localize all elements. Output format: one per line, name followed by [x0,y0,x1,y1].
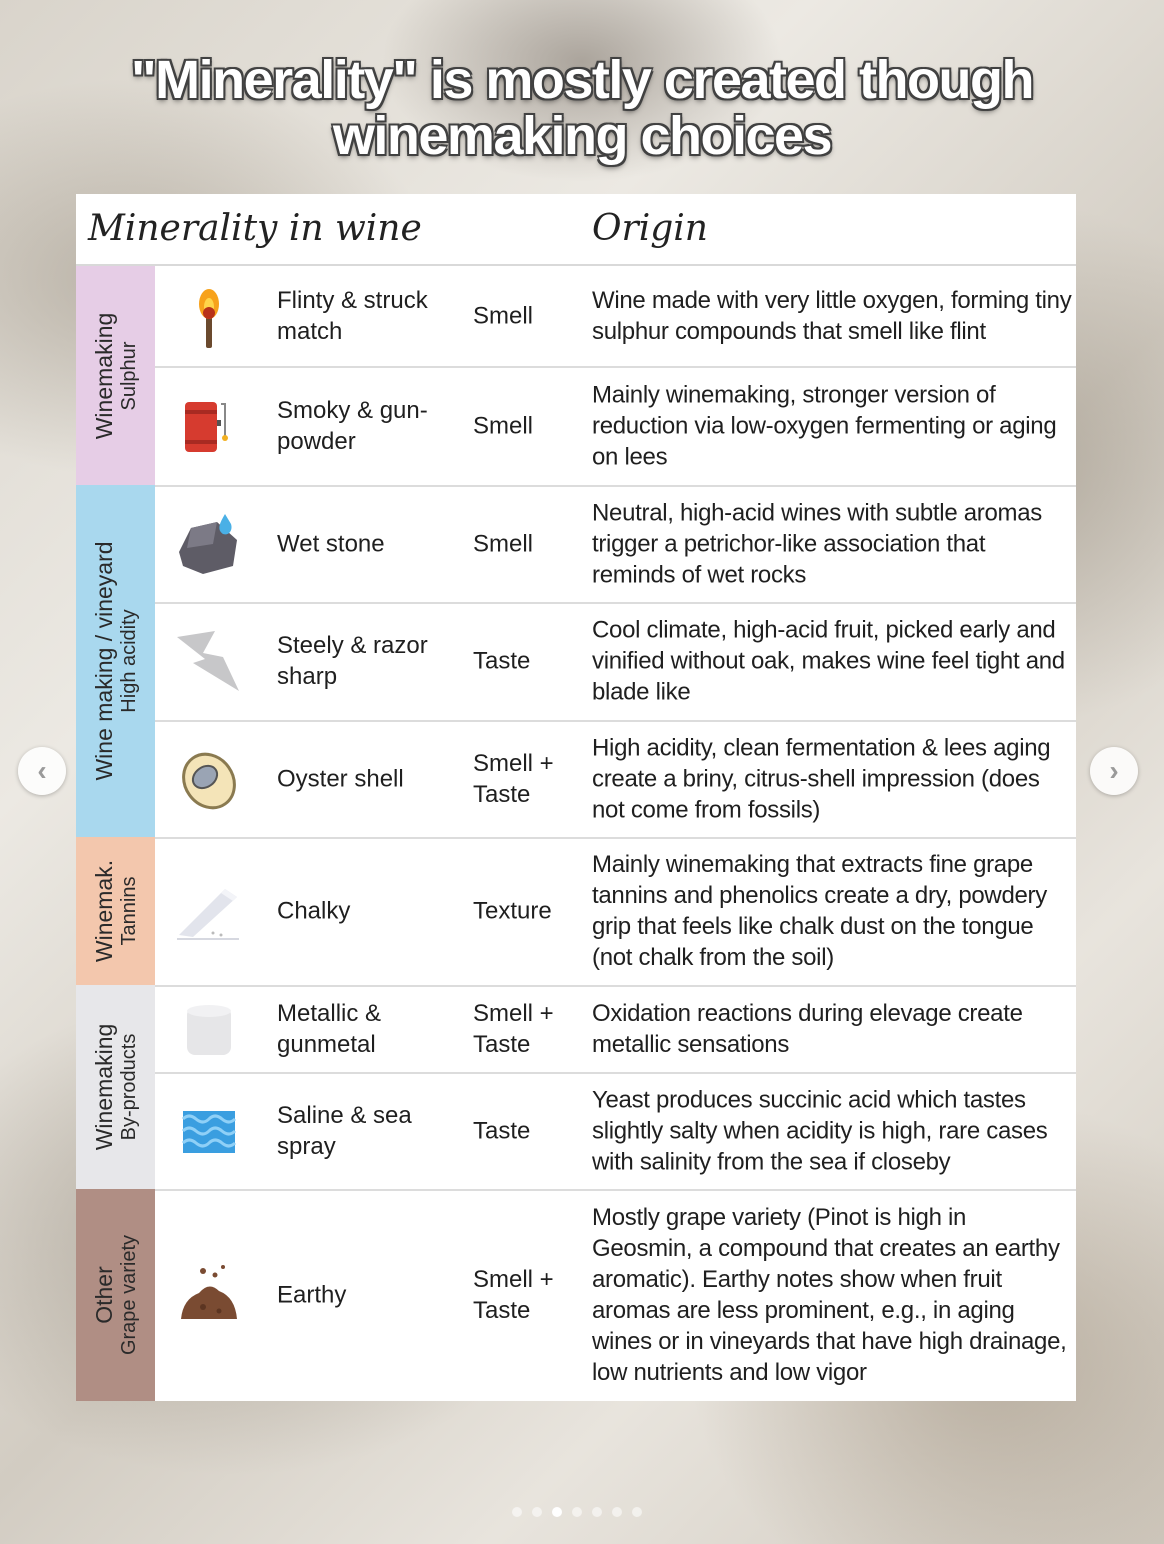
soil-pile-icon [173,1259,245,1331]
row-origin: High acidity, clean fermentation & lees aging create a briny, citrus-shell impression (does not come from fossils) [592,734,1051,823]
title-line-1: "Minerality" is mostly created though [131,50,1033,110]
carousel-dot[interactable] [572,1507,582,1517]
metal-cylinder-icon [173,993,245,1065]
chevron-right-icon: › [1109,755,1119,786]
row-sense: Taste [473,1117,531,1144]
row-name: Steely & razor sharp [277,632,428,690]
row-sense: Texture [473,897,552,925]
group-sublabel: High acidity [117,609,140,713]
row-origin: Mainly winemaking, stronger version of reduction via low-oxygen fermenting or aging on lees [592,381,1057,470]
table-row [155,720,1076,839]
oyster-icon [173,743,245,815]
table-row [155,602,1076,722]
group-high-acidity [76,485,155,837]
row-sense: Smell + Taste [473,999,554,1058]
header-origin: Origin [592,208,708,249]
table-header [76,194,1076,266]
row-name: Smoky & gun-powder [277,396,428,455]
table-row [155,485,1076,604]
carousel-dot[interactable] [612,1507,622,1517]
row-origin: Wine made with very little oxygen, forming tiny sulphur compounds that smell like flint [592,287,1072,345]
lightning-icon [173,625,245,697]
row-sense: Smell + Taste [473,1266,554,1324]
row-name: Saline & sea spray [277,1101,412,1160]
wave-icon [173,1095,245,1167]
carousel-dot[interactable] [512,1507,522,1517]
row-name: Oyster shell [277,765,404,792]
row-sense: Smell [473,530,534,557]
title-line-2: winemaking choices [332,106,832,166]
group-label: Winemaking [90,1023,117,1151]
group-tannins [76,837,155,985]
carousel-dot[interactable] [532,1507,542,1517]
group-sublabel: Tannins [117,876,140,946]
next-slide-button[interactable] [1090,747,1138,795]
row-origin: Mainly winemaking that extracts fine grape tannins and phenolics create a dry, powdery grip that feels like chalk dust on the tongue (not chalk from the soil) [592,851,1047,971]
chevron-left-icon: ‹ [37,755,47,786]
row-name: Chalky [277,897,351,925]
group-sublabel: Sulphur [117,341,140,410]
row-origin: Yeast produces succinic acid which tastes slightly salty when acidity is high, rare cases with salinity from the sea if closeby [592,1086,1048,1175]
group-label: Winemaking [90,312,117,439]
minerality-table [76,194,1076,1401]
row-name: Wet stone [277,530,385,557]
carousel-dot-active[interactable] [552,1507,562,1517]
group-sublabel: By-products [117,1033,140,1141]
row-origin: Oxidation reactions during elevage create metallic sensations [592,999,1023,1058]
group-sulphur [76,266,155,485]
row-sense: Smell + Taste [473,749,554,808]
table-row [155,366,1076,487]
group-label: Wine making / vineyard [90,541,117,781]
row-origin: Mostly grape variety (Pinot is high in Geosmin, a compound that creates an earthy aromatic). Earthy notes show when fruit aromas are less prominent, e.g., in aging wines or in vineyards that have high drainage, low nutrients and low vigor [592,1204,1067,1386]
row-origin: Cool climate, high-acid fruit, picked early and vinified without oak, makes wine feel tight and blade like [592,616,1065,706]
group-by-products [76,985,155,1189]
row-name: Earthy [277,1281,347,1309]
page-title [0,52,1164,164]
header-minerality: Minerality in wine [88,208,422,249]
row-sense: Smell [473,412,534,439]
group-label: Winemak. [90,859,117,963]
carousel-dot[interactable] [592,1507,602,1517]
row-sense: Smell [473,302,534,330]
group-sublabel: Grape variety [117,1234,140,1356]
wet-stone-icon [173,508,245,580]
row-sense: Taste [473,647,531,675]
table-row [155,837,1076,987]
chalk-icon [173,875,245,947]
table-row [155,1189,1076,1401]
table-row [155,1072,1076,1191]
group-grape-variety [76,1189,155,1401]
carousel-dot[interactable] [632,1507,642,1517]
row-origin: Neutral, high-acid wines with subtle aromas trigger a petrichor-like association that reminds of wet rocks [592,499,1042,588]
previous-slide-button[interactable] [18,747,66,795]
match-icon [173,280,245,352]
table-row [155,266,1076,368]
row-name: Metallic & gunmetal [277,999,382,1058]
table-row [155,985,1076,1074]
group-label: Other [90,1266,117,1324]
gunpowder-barrel-icon [173,390,245,462]
carousel-indicator [512,1504,652,1516]
row-name: Flinty & struck match [277,287,428,345]
